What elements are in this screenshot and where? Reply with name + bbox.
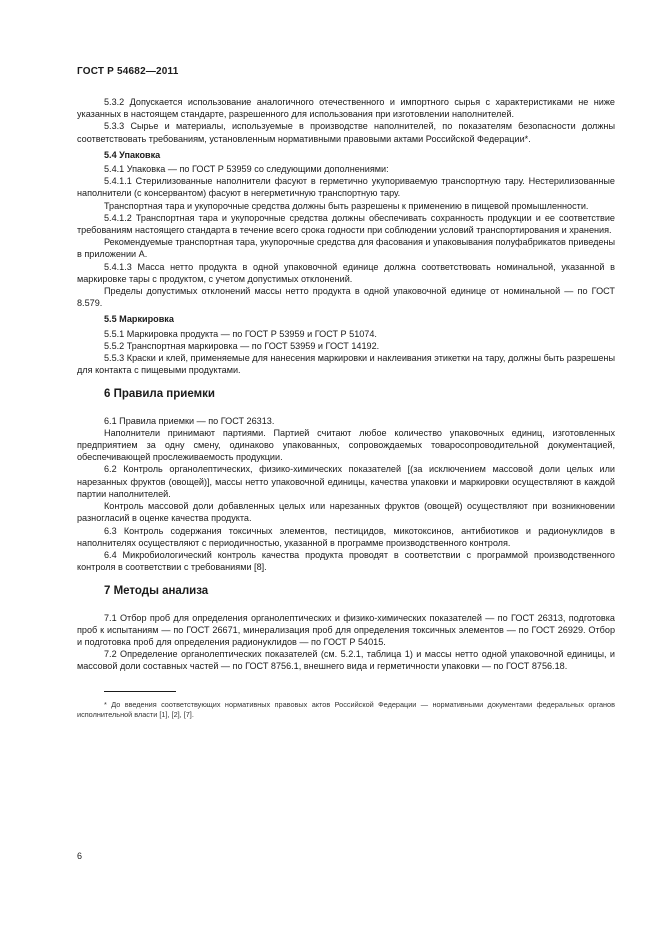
document-header: ГОСТ Р 54682—2011: [77, 66, 179, 77]
paragraph-5-4-1-3: 5.4.1.3 Масса нетто продукта в одной упаковочной единице должна соответствовать номинальной, указанной в маркировке тары с продуктом, с учетом допустимых отклонений.: [77, 261, 615, 284]
paragraph-5-5-3: 5.5.3 Краски и клей, применяемые для нанесения маркировки и наклеивания этикетки на тару, должны быть разрешены для контакта с пищевыми продуктами.: [77, 353, 615, 376]
paragraph-5-3-2: 5.3.2 Допускается использование аналогичного отечественного и импортного сырья с характеристиками не ниже указанных в настоящем стандарте, разрешенного для использования при изготовлении наполнителей.: [77, 97, 615, 120]
paragraph-5-3-3: 5.3.3 Сырье и материалы, используемые в производстве наполнителей, по показателям безопасности должны соответствовать требованиям, установленным нормативными правовыми актами Российской Федерации*.: [77, 121, 615, 144]
subsection-heading-5-5: 5.5 Маркировка: [104, 314, 174, 325]
section-heading-6: 6 Правила приемки: [104, 388, 215, 401]
paragraph-6-1: 6.1 Правила приемки — по ГОСТ 26313.: [104, 415, 275, 426]
paragraph-recommended-packaging: Рекомендуемые транспортная тара, укупорочные средства для фасования и упаковывания полуфабрикатов приведены в приложении А.: [77, 237, 615, 260]
footnote: * До введения соответствующих нормативных правовых актов Российской Федерации — нормативными документами федеральных органов исполнительной власти [1], [2], [7].: [77, 699, 615, 719]
paragraph-6-2: 6.2 Контроль органолептических, физико-химических показателей [(за исключением массовой доли целых или нарезанных фруктов (овощей)], массы нетто упаковочной единицы, качества упаковки и маркировки осуществляют в каждой партии наполнителей.: [77, 464, 615, 499]
paragraph-batches: Наполнители принимают партиями. Партией считают любое количество упаковочных единиц, изготовленных предприятием за одну смену, одинаково упакованных, сопровождаемых товаросопроводительной документацией, обеспечивающей прослеживаемость продукции.: [77, 427, 615, 463]
paragraph-7-2: 7.2 Определение органолептических показателей (см. 5.2.1, таблица 1) и массы нетто одной упаковочной единицы, и массовой доли составных частей — по ГОСТ 8756.1, внешнего вида и герметичности упаковки — по ГОСТ 8756.18.: [77, 649, 615, 672]
paragraph-5-4-1: 5.4.1 Упаковка — по ГОСТ Р 53959 со следующими дополнениями:: [104, 164, 389, 175]
section-heading-7: 7 Методы анализа: [104, 585, 209, 598]
subsection-heading-5-4: 5.4 Упаковка: [104, 149, 161, 160]
paragraph-6-4: 6.4 Микробиологический контроль качества продукта проводят в соответствии с программой производственного контроля в соответствии с требованиями [8].: [77, 549, 615, 573]
paragraph-deviation-limits: Пределы допустимых отклонений массы нетто продукта в одной упаковочной единице от номинальной — по ГОСТ 8.579.: [77, 286, 615, 309]
paragraph-5-4-1-1: 5.4.1.1 Стерилизованные наполнители фасуют в герметично укупориваемую транспортную тару. Нестерилизованные наполнители (с консервантом) фасуют в негерметичную транспортную тару.: [77, 176, 615, 199]
paragraph-transport-packaging: Транспортная тара и укупорочные средства должны быть разрешены к применению в пищевой промышленности.: [104, 200, 589, 211]
paragraph-6-3: 6.3 Контроль содержания токсичных элементов, пестицидов, микотоксинов, антибиотиков и радионуклидов в наполнителях осуществляют с периодичностью, указанной в программе производственного контроля.: [77, 525, 615, 548]
page-body: [77, 96, 615, 720]
page-number: 6: [77, 851, 83, 861]
paragraph-mass-fraction-control: Контроль массовой доли добавленных целых или нарезанных фруктов (овощей) осуществляют при возникновении разногласий в оценке качества продукта.: [77, 501, 615, 524]
paragraph-7-1: 7.1 Отбор проб для определения органолептических и физико-химических показателей — по ГОСТ 26313, подготовка проб к испытаниям — по ГОСТ 26671, минерализация проб для определения токсичных элементов — по ГОСТ 26929. Отбор и подготовка проб для определения радионуклидов — по ГОСТ Р 54015.: [77, 612, 615, 647]
paragraph-5-4-1-2: 5.4.1.2 Транспортная тара и укупорочные средства должны обеспечивать сохранность продукции и ее соответствие требованиям настоящего стандарта в течение всего срока годности при соблюдении условий транспортирования и хранения.: [77, 212, 615, 236]
paragraph-5-5-2: 5.5.2 Транспортная маркировка — по ГОСТ 53959 и ГОСТ 14192.: [104, 340, 380, 351]
paragraph-5-5-1: 5.5.1 Маркировка продукта — по ГОСТ Р 53959 и ГОСТ Р 51074.: [104, 328, 377, 339]
footnote-divider: [104, 691, 176, 692]
